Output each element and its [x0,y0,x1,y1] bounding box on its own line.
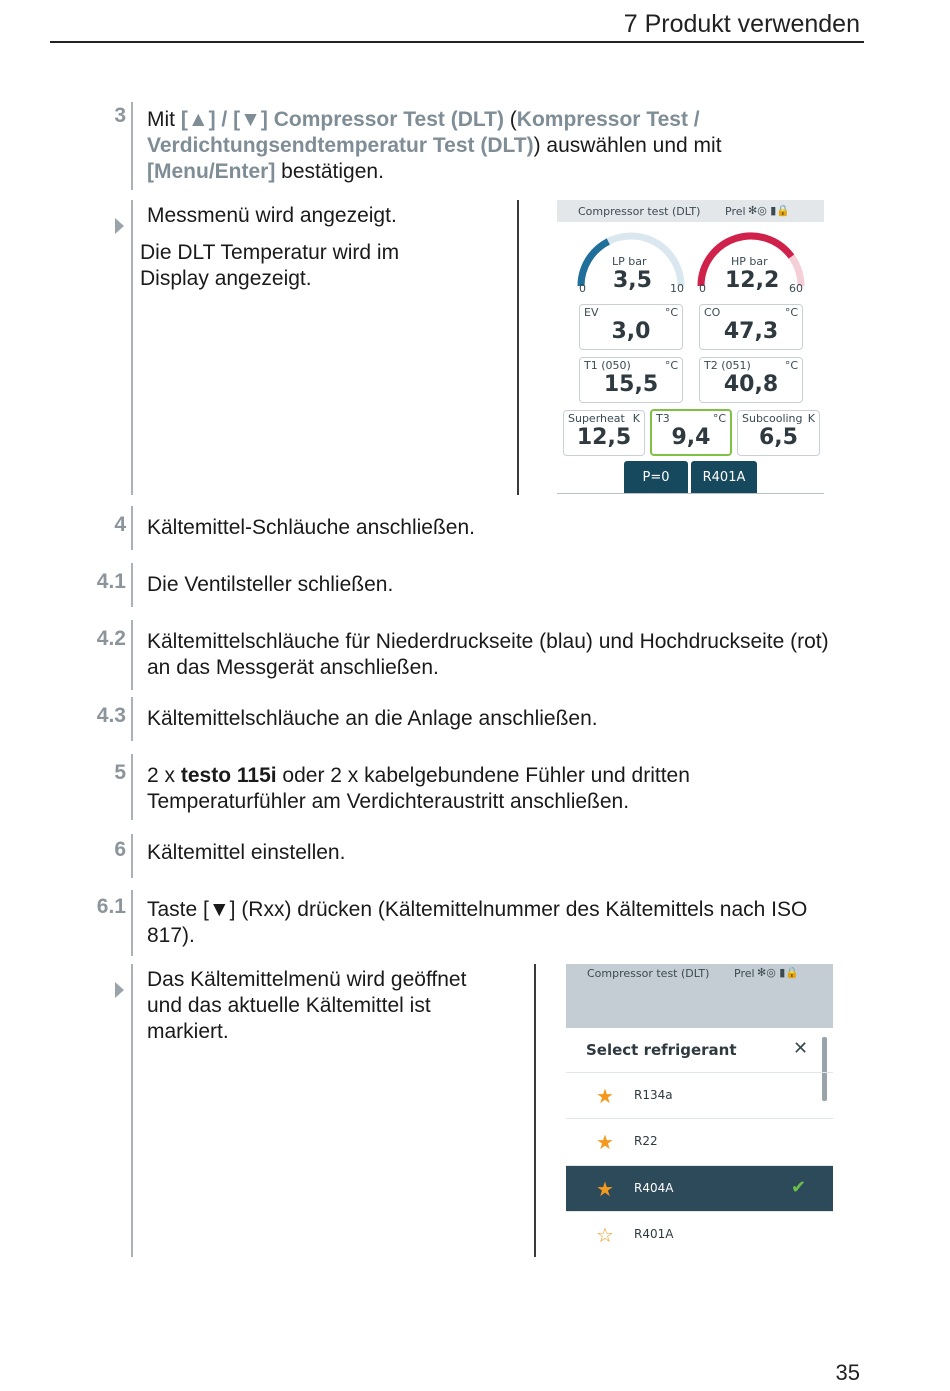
device-screen-measure [557,200,824,495]
result-divider [131,964,133,1257]
card-ev[interactable] [579,304,683,350]
close-icon[interactable]: ✕ [793,1038,809,1059]
step-number-4-2: 4.2 [96,627,126,650]
status-icons: ✻◎ ▮🔒 [748,204,791,217]
step-4-1-text: Die Ventilsteller schließen. [147,573,394,596]
header-rule [50,41,864,43]
step-5-text: 2 x testo 115i oder 2 x kabelgebundene Fühler und dritten Temperaturfühler am Verdichteraustritt anschließen. [147,764,690,813]
step-divider [131,697,133,741]
card-label: T2 (051) [704,359,751,372]
card-value: 3,0 [611,319,651,344]
list-item[interactable] [566,1118,833,1165]
card-label: T1 (050) [584,359,631,372]
card-unit: K [632,412,640,425]
step-number-6-1: 6.1 [96,895,126,918]
favorite-star-icon[interactable]: ★ [596,1177,614,1201]
result-arrow-icon [115,982,124,998]
refrigerant-name: R134a [634,1088,673,1102]
screen-title: Compressor test (DLT) [587,967,710,980]
card-subcooling[interactable] [737,410,820,456]
status-bar [557,200,824,222]
card-t2[interactable] [699,357,803,403]
refrigerant-name: R22 [634,1134,658,1148]
card-label: EV [584,306,599,319]
figure-divider [517,200,519,495]
step-number-4: 4 [114,513,126,536]
step-6-text: Kältemittel einstellen. [147,841,346,864]
result-text-menu: Das Kältemittelmenü wird geöffnet und das aktuelle Kältemittel ist markiert. [147,968,467,1043]
card-value: 6,5 [759,425,798,450]
card-label: CO [704,306,721,319]
step-divider [131,754,133,820]
step-divider [131,563,133,607]
key-menu-enter: [Menu/Enter] [147,160,276,183]
card-unit: °C [784,306,798,319]
card-value: 12,5 [576,425,632,450]
step-divider [131,834,133,878]
lp-value: 3,5 [613,268,652,293]
favorite-star-icon[interactable]: ★ [596,1084,614,1108]
step-4-2-text: Kältemittelschläuche für Niederdruckseite (blau) und Hochdruckseite (rot) an das Messgerät anschließen. [147,630,829,679]
step-divider [131,102,133,190]
p0-button[interactable]: P=0 [624,461,688,494]
device-screen-refrigerant [566,964,833,1256]
card-co[interactable] [699,304,803,350]
step-4-3-text: Kältemittelschläuche an die Anlage anschließen. [147,707,598,730]
step-number-5: 5 [114,761,126,784]
list-item[interactable] [566,1211,833,1256]
hp-max: 60 [789,282,803,295]
step-4-text: Kältemittel-Schläuche anschließen. [147,516,476,539]
page-number: 35 [835,1360,860,1385]
refrigerant-button[interactable]: R401A [691,461,757,494]
lp-gauge-fill [581,241,608,286]
key-compressor-test: Kompressor Test / Verdichtungsendtemperatur Test (DLT) [147,108,700,157]
product-name: testo 115i [180,764,277,787]
prel-label: Prel [734,967,755,980]
hp-label: HP bar [731,255,768,268]
lp-max: 10 [670,282,684,295]
card-value: 15,5 [603,372,659,397]
favorite-star-icon[interactable]: ★ [596,1130,614,1154]
dialog-title: Select refrigerant [586,1041,737,1059]
step-number-6: 6 [114,838,126,861]
card-t1[interactable] [579,357,683,403]
step-divider [131,506,133,550]
card-value: 9,4 [671,425,711,450]
card-unit: °C [784,359,798,372]
card-value: 40,8 [723,372,779,397]
card-label: T3 [656,412,670,425]
step-number-4-3: 4.3 [96,704,126,727]
hp-value: 12,2 [725,268,780,293]
step-divider [131,620,133,690]
card-unit: °C [664,359,678,372]
refrigerant-name: R404A [634,1181,674,1195]
result-text-2: Die DLT Temperatur wird im Display angezeigt. [140,241,400,290]
refrigerant-name: R401A [634,1227,674,1241]
result-arrow-icon [115,218,124,234]
list-item-selected[interactable] [566,1165,833,1212]
card-t3[interactable] [650,409,732,456]
card-unit: °C [712,412,726,425]
key-arrows: [▲] / [▼] Compressor Test (DLT) [180,108,504,131]
screen-baseline [557,493,824,494]
step-divider [131,890,133,956]
card-superheat[interactable] [563,410,645,456]
lp-min: 0 [579,282,586,295]
step-6-1-text: Taste [▼] (Rxx) drücken (Kältemittelnummer des Kältemittels nach ISO 817). [147,898,808,947]
status-bar [566,964,833,1028]
step-3-text: Mit [▲] / [▼] Compressor Test (DLT) (Kompressor Test / Verdichtungsendtemperatur Test (DLT)) auswählen und mit [Menu/Enter] bestätigen. [147,108,722,183]
status-icons: ✻◎ ▮🔒 [757,966,800,979]
card-label: Superheat [568,412,625,425]
step-number-4-1: 4.1 [96,570,126,593]
lp-label: LP bar [612,255,647,268]
favorite-star-outline-icon[interactable]: ☆ [596,1223,614,1247]
prel-label: Prel [725,205,746,218]
card-value: 47,3 [723,319,779,344]
result-text-1: Messmenü wird angezeigt. [147,204,397,227]
result-divider [131,200,133,495]
list-item[interactable] [566,1072,833,1119]
check-icon: ✔ [791,1177,807,1198]
screen-title: Compressor test (DLT) [578,205,701,218]
figure-divider [534,964,536,1257]
hp-min: 0 [699,282,706,295]
card-unit: °C [664,306,678,319]
card-label: Subcooling [742,412,803,425]
card-unit: K [807,412,815,425]
step-number-3: 3 [114,104,126,127]
chapter-title: 7 Produkt verwenden [623,10,860,38]
